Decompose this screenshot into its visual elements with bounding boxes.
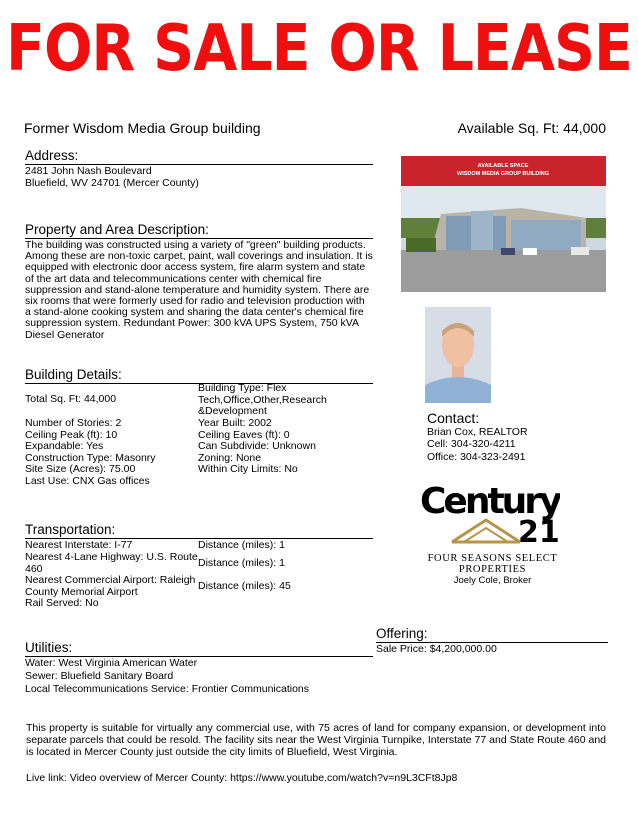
photo-sign-line-1: AVAILABLE SPACE [477,163,529,169]
utility-sewer: Sewer: Bluefield Sanitary Board [25,670,174,682]
total-sqft: Total Sq. Ft: 44,000 [25,393,117,405]
rail-served: Rail Served: No [25,597,99,609]
sale-price: Sale Price: $4,200,000.00 [376,643,497,655]
airport-line: County Memorial Airport [25,585,138,598]
airport-distance: Distance (miles): 45 [198,580,291,592]
century21-logo [420,480,560,550]
available-sqft: Available Sq. Ft: 44,000 [457,120,606,136]
transportation-title: Transportation: [25,522,373,539]
description-title: Property and Area Description: [25,222,373,239]
description-line: Among these are non-toxic carpet, paint, wall coverings and insulation. It is [25,250,373,263]
utilities-title: Utilities: [25,640,373,657]
description-line: six rooms that were formerly used for radio and television production with [25,295,365,308]
detail-item: Ceiling Eaves (ft): 0 [198,428,290,441]
offering-title: Offering: [376,626,608,643]
description-line: a stand-alone cooking system and sharing the data center's chemical fire [25,306,364,319]
airport-line: Nearest Commercial Airport: Raleigh [25,574,196,586]
contact-name: Brian Cox, REALTOR [427,426,528,438]
building-details-right [198,418,316,476]
nearest-interstate: Nearest Interstate: I-77 [25,539,133,551]
address-title: Address: [25,148,373,165]
building-type-line: Building Type: Flex [198,382,287,394]
detail-item: Zoning: None [198,451,262,464]
description-body [25,240,377,341]
contact-title: Contact: [427,410,480,426]
property-summary: This property is suitable for virtually any commercial use, with 75 acres of land for company expansion, or development into separate parcels that could be resold. The facility sits near the West Virginia Turnpike, Interstate 77 and State Route 460 and is located in Mercer County just outside the city limits of Bluefield, West Virginia. [26,722,606,758]
live-link[interactable]: Live link: Video overview of Mercer County: https://www.youtube.com/watch?v=n9L3CFt8Jp8 [26,772,458,784]
headline: FOR SALE OR LEASE [6,12,632,86]
building-type-line: Tech,Office,Other,Research [198,393,327,406]
building-type [198,383,327,418]
agent-photo-art [425,307,491,403]
description-line: of the art data and telecommunications center with chemical fire [25,272,322,285]
building-details-title: Building Details: [25,367,373,384]
address-line-2: Bluefield, WV 24701 (Mercer County) [25,177,199,189]
description-line: Diesel Generator [25,328,105,341]
description-line: suppression and stand-alone temperature and humidity system. There are [25,283,370,296]
contact-office: Office: 304-323-2491 [427,451,526,463]
address-line-1: 2481 John Nash Boulevard [25,165,152,177]
detail-item: Construction Type: Masonry [25,451,156,464]
building-photo-art [401,156,606,292]
building-name: Former Wisdom Media Group building [24,120,261,136]
description-line: The building was constructed using a variety of "green" building products. [25,239,366,251]
brand-tagline: FOUR SEASONS SELECT PROPERTIES [427,553,558,575]
description-line: equipped with electronic door access system, fire alarm system and state [25,261,366,274]
detail-item: Within City Limits: No [198,463,298,475]
detail-item: Site Size (Acres): 75.00 [25,463,136,475]
detail-item: Year Built: 2002 [198,417,272,429]
contact-cell: Cell: 304-320-4211 [427,438,516,450]
highway-line: Nearest 4-Lane Highway: U.S. Route [25,551,198,563]
broker-name: Joely Cole, Broker [453,575,532,586]
highway-line: 460 [25,562,43,575]
detail-item: Can Subdivide: Unknown [198,440,316,452]
century21-logo-art [420,480,560,550]
detail-item: Number of Stories: 2 [25,417,122,429]
utility-telecom: Local Telecommunications Service: Frontier Communications [25,683,310,695]
building-photo [401,156,606,292]
detail-item: Last Use: CNX Gas offices [25,474,150,487]
interstate-distance: Distance (miles): 1 [198,539,285,551]
nearest-highway [25,552,198,575]
detail-item: Ceiling Peak (ft): 10 [25,428,118,441]
detail-item: Expandable: Yes [25,440,104,452]
photo-sign-line-2: WISDOM MEDIA GROUP BUILDING [457,171,549,177]
highway-distance: Distance (miles): 1 [198,557,285,569]
nearest-airport [25,575,195,598]
building-details-left [25,418,156,487]
logo-word: Century [420,481,560,522]
description-line: suppression system. Redundant Power: 300 kVA UPS System, 750 kVA [25,317,360,330]
utility-water: Water: West Virginia American Water [25,657,198,669]
logo-number: 21 [518,515,560,550]
agent-photo [425,307,491,403]
building-type-line: &Development [198,405,267,417]
